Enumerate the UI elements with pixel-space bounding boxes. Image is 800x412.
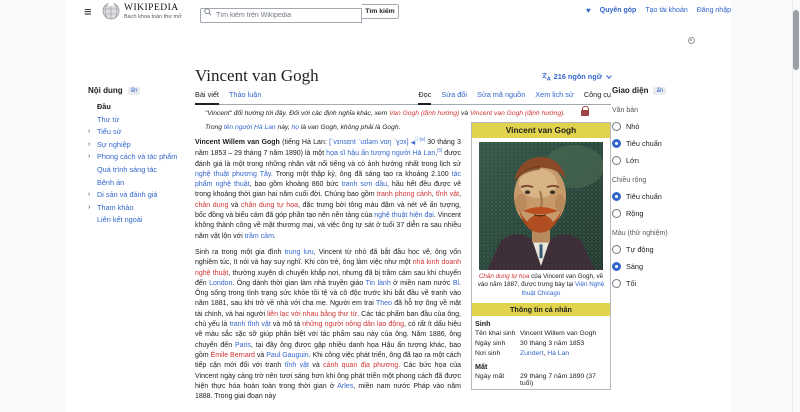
toc-item[interactable]: › Phong cách và tác phẩm	[88, 152, 178, 162]
toc-item[interactable]: › Tham khảo	[88, 202, 134, 212]
scrollbar-thumb[interactable]	[793, 10, 799, 70]
toc-item[interactable]: Thư từ	[97, 114, 120, 124]
wikipedia-tagline: Bách khoa toàn thư mở	[124, 13, 182, 20]
radio-icon	[612, 262, 621, 271]
radio-option[interactable]: Tiêu chuẩn	[612, 192, 716, 201]
search-icon	[204, 8, 212, 16]
toc-hide-button[interactable]: ẩn	[128, 87, 141, 95]
radio-icon	[612, 209, 621, 218]
table-row: Ngày sinh 30 tháng 3 năm 1853	[475, 340, 585, 348]
toc-expand-chevron-icon[interactable]: ›	[88, 191, 91, 199]
radio-option[interactable]: Tự động	[612, 245, 716, 254]
article-area	[195, 66, 611, 402]
radio-option[interactable]: Lớn	[612, 156, 716, 165]
table-row: Ngày mất 29 tháng 7 năm 1890 (37 tuổi)	[475, 373, 596, 388]
infobox-title: Vincent van Gogh	[472, 123, 610, 138]
radio-icon	[612, 245, 621, 254]
appearance-section-text: Văn bản	[612, 107, 639, 114]
protection-lock-icon[interactable]	[581, 110, 589, 116]
infobox-group-birth: Sinh	[475, 318, 491, 328]
wikipedia-globe-icon	[102, 2, 120, 20]
infobox-section-personal: Thông tin cá nhân	[472, 303, 610, 316]
toc-expand-chevron-icon[interactable]: ›	[88, 140, 91, 148]
table-row: Nơi sinh Zundert, Hà Lan	[475, 350, 570, 358]
page-title: Vincent van Gogh	[195, 66, 319, 85]
svg-text:A: A	[546, 76, 551, 81]
article-view-tab[interactable]: Sửa mã nguồn	[476, 90, 526, 99]
toc-item[interactable]: Đầu	[97, 102, 111, 111]
toc-item[interactable]: Quá trình sáng tác	[97, 164, 158, 174]
search-bar	[200, 4, 399, 19]
article-tabs	[195, 90, 611, 105]
donate-link[interactable]: Quyên góp	[599, 7, 637, 14]
toc-list	[88, 103, 194, 224]
scrollbar[interactable]	[792, 0, 800, 412]
wikipedia-wordmark: WIKIPEDIA	[124, 2, 179, 13]
preferences-gear-icon[interactable]	[688, 37, 695, 44]
article-view-tab[interactable]: Xem lịch sử	[535, 90, 574, 99]
radio-icon	[612, 279, 621, 288]
van-gogh-self-portrait-image[interactable]	[479, 142, 603, 270]
main-menu-icon[interactable]: ≡	[84, 4, 92, 19]
table-row: Tên khai sinh Vincent Willem van Gogh	[475, 330, 597, 338]
article-tab[interactable]: Bài viết	[195, 90, 219, 105]
radio-option[interactable]: Sáng	[612, 262, 716, 271]
login-link[interactable]: Đăng nhập	[696, 7, 731, 14]
article-view-tab[interactable]: Đọc	[418, 90, 431, 105]
radio-option[interactable]: Tối	[612, 279, 716, 288]
toc-item[interactable]: Liên kết ngoài	[97, 215, 143, 225]
appearance-section-width: Chiều rộng	[612, 177, 647, 184]
chevron-down-icon	[606, 73, 612, 79]
toc-item[interactable]: › Sự nghiệp	[88, 139, 131, 149]
toc-expand-chevron-icon[interactable]: ›	[88, 203, 91, 211]
infobox-group-death: Mất	[475, 361, 488, 371]
lead-paragraph-2: Sinh ra trong một gia đình trung lưu, Vincent từ nhỏ đã bắt đầu học vẽ, ông vốn nghiêm túc, ít nói và hay suy nghĩ. Khi còn trẻ, ông làm việc như một nhà kinh doanh nghệ thuật, thường xuyên di chuyển khắp nơi, nhưng đã bị trầm cảm sau khi chuyển đến London. Ông dành thời gian làm nhà truyền giáo Tin lành ở miền nam nước Bỉ. Ông sống trong tình trạng sức khỏe tồi tệ và cô độc trước khi bắt đầu vẽ tranh vào năm 1881, sau khi trở về nhà với cha mẹ. Người em trai Theo đã hỗ trợ ông về mặt tài chính, và hai người liên lạc với nhau bằng thư từ. Các tác phẩm ban đầu của ông, chủ yếu là tranh tĩnh vật và mô tả những người nông dân lao động, có rất ít dấu hiệu về màu sắc sặc sỡ giúp phân biệt với tác phẩm sau này của ông. Năm 1886, ông chuyển đến Paris, tại đây ông được gặp nhiều danh họa Hậu ấn tượng khác, bao gồm Émile Bernard và Paul Gauguin. Khi công việc phát triển, ông đã tạo ra một cách tiếp cận mới đối với tranh tĩnh vật và cảnh quan địa phương. Các bức họa của Vincent ngày càng trở nên tươi sáng hơn khi ông phát triển một phong cách đã được hiện thực hóa hoàn toàn trong thời gian ở Arles, miền nam nước Pháp vào năm 1888. Trong giai đoạn này	[195, 248, 462, 401]
radio-icon	[612, 156, 621, 165]
search-button[interactable]: Tìm kiếm	[362, 4, 399, 19]
search-input[interactable]	[200, 8, 362, 23]
table-of-contents	[88, 86, 194, 229]
radio-icon	[612, 122, 621, 131]
toc-item[interactable]: Bệnh án	[97, 177, 125, 187]
toc-expand-chevron-icon[interactable]: ›	[88, 153, 91, 161]
radio-option[interactable]: Nhỏ	[612, 122, 716, 131]
article-tab[interactable]: Thảo luận	[228, 90, 262, 99]
radio-option[interactable]: Tiêu chuẩn	[612, 139, 716, 148]
article-view-tab[interactable]: Công cụ	[583, 90, 611, 99]
create-account-link[interactable]: Tạo tài khoản	[645, 7, 688, 14]
wikipedia-logo[interactable]	[102, 2, 182, 20]
appearance-hide-button[interactable]: ẩn	[653, 87, 666, 95]
page-sheet	[66, 0, 731, 412]
toc-title: Nội dung	[88, 86, 123, 95]
toc-item[interactable]: › Di sản và đánh giá	[88, 190, 158, 200]
language-icon	[541, 72, 551, 81]
lead-paragraph-1: Vincent Willem van Gogh (tiếng Hà Lan: [ˈvɪnsɛnt ˈʋɪləm vɑŋ ˈɣɔx] ◀)$^{ⓘ[a]}$ 30 tháng 3 năm 1853 – 29 tháng 7 năm 1890) là một họa sĩ hậu ấn tượng người Hà Lan,[5] được đánh giá là một trong những nhân vật nổi tiếng và có ảnh hưởng nhất trong lịch sử nghệ thuật phương Tây. Trong một thập kỷ, ông đã sáng tạo ra khoảng 2.100 tác phẩm nghệ thuật, bao gồm khoảng 860 bức tranh sơn dầu, hầu hết đều được vẽ trong khoảng thời gian hai năm cuối đời. Chúng bao gồm tranh phong cảnh, tĩnh vật, chân dung và chân dung tự họa, đặc trưng bởi tông màu đậm và nét vẽ ấn tượng, bốc đồng và biểu cảm đã góp phần tạo nên nền tảng của nghệ thuật hiện đại. Vincent không thành công về mặt thương mại, và việc ông tự sát ở tuổi 37 diễn ra sau nhiều năm vật lộn với trầm cảm.	[195, 136, 461, 240]
appearance-title: Giao diện	[612, 86, 649, 95]
donate-heart-icon: ♥	[586, 6, 591, 15]
hatnote-dutch-name: Trong tên người Hà Lan này, họ là van Gogh, không phải là Gogh.	[205, 123, 401, 131]
hatnote-disambiguation: "Vincent" đổi hướng tới đây. Đối với các định nghĩa khác, xem Van Gogh (định hướng) và Vincent van Gogh (định hướng).	[205, 110, 566, 117]
radio-icon	[612, 139, 621, 148]
radio-option[interactable]: Rộng	[612, 209, 716, 218]
radio-icon	[612, 192, 621, 201]
toc-expand-chevron-icon[interactable]: ›	[88, 128, 91, 136]
appearance-section-color: Màu (thử nghiệm)	[612, 230, 668, 237]
language-selector-button[interactable]: A 216 ngôn ngữ	[541, 72, 611, 81]
infobox-artist	[471, 122, 611, 390]
article-view-tab[interactable]: Sửa đổi	[441, 90, 467, 99]
infobox-caption: Chân dung tự họa của Vincent van Gogh, vẽ vào năm 1887, được trưng bày tại Viện Nghệ thuật Chicago	[477, 272, 605, 298]
toc-item[interactable]: › Tiểu sử	[88, 127, 122, 137]
appearance-panel	[612, 86, 716, 296]
